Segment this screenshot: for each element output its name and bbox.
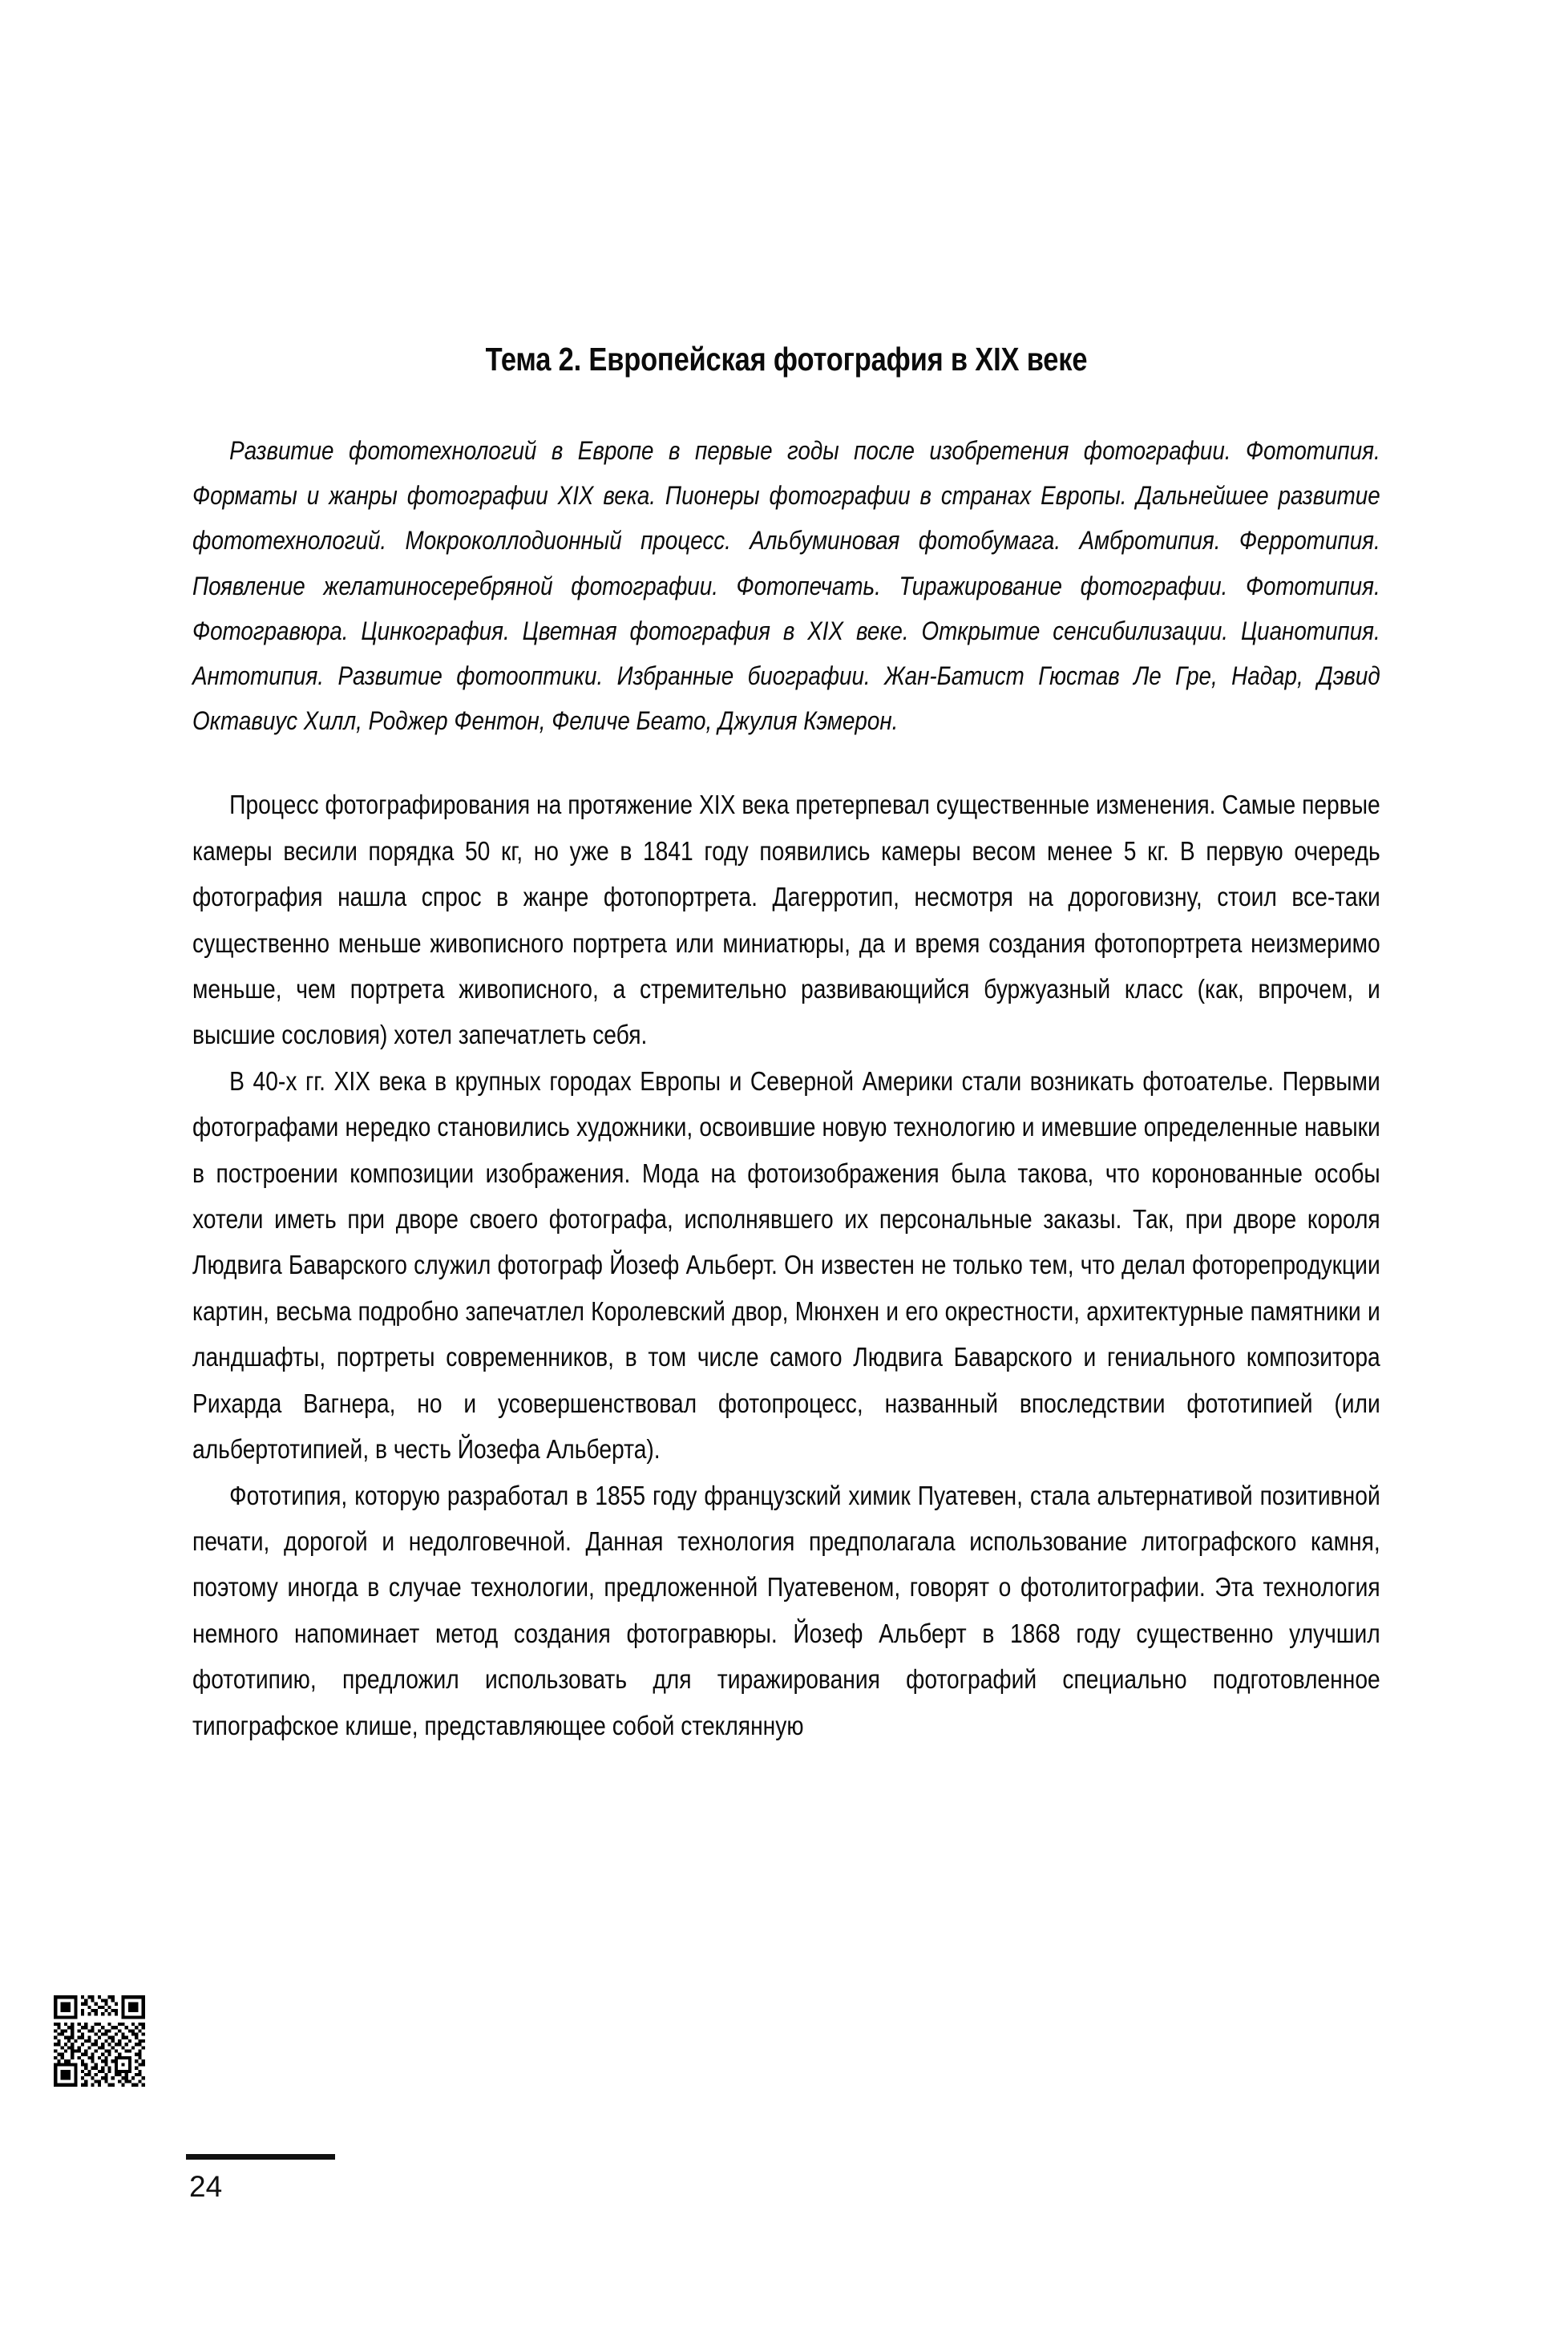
qr-code-icon <box>51 1982 148 2100</box>
abstract-paragraph: Развитие фототехнологий в Европе в первые годы после изобретения фотографии. Фототипия. Форматы и жанры фотографии XIX века. Пионеры фотографии в странах Европы. Дальнейшее развитие фототехнологий. Мокроколлодионный процесс. Альбуминовая фотобумага. Амбротипия. Ферротипия. Появление желатиносеребряной фотографии. Фотопечать. Тиражирование фотографии. Фототипия. Фотогравюра. Цинкография. Цветная фотография в XIX веке. Открытие сенсибилизации. Цианотипия. Антотипия. Развитие фотооптики. Избранные биографии. Жан-Батист Гюстав Ле Гре, Надар, Дэвид Октавиус Хилл, Роджер Фентон, Феличе Беато, Джулия Кэмерон. <box>192 436 1380 736</box>
body-paragraph: В 40-х гг. XIX века в крупных городах Европы и Северной Америки стали возникать фотоателье. Первыми фотографами нередко становились художники, освоившие новую технологию и имевшие определенные навыки в построении композиции изображения. Мода на фотоизображения была такова, что коронованные особы хотели иметь при дворе своего фотографа, исполнявшего их персональные заказы. Так, при дворе короля Людвига Баварского служил фотограф Йозеф Альберт. Он известен не только тем, что делал фоторепродукции картин, весьма подробно запечатлел Королевский двор, Мюнхен и его окрестности, архитектурные памятники и ландшафты, портреты современников, в том числе самого Людвига Баварского и гениального композитора Рихарда Вагнера, но и усовершенствовал фотопроцесс, названный впоследствии фототипией (или альбертотипией, в честь Йозефа Альберта). <box>192 1065 1380 1465</box>
page-number: 24 <box>189 2170 223 2203</box>
body-paragraph: Фототипия, которую разработал в 1855 году французский химик Пуатевен, стала альтернативой позитивной печати, дорогой и недолговечной. Данная технология предполагала использование литографского камня, поэтому иногда в случае технологии, предложенной Пуатевеном, говорят о фотолитографии. Эта технология немного напоминает метод создания фотогравюры. Йозеф Альберт в 1868 году существенно улучшил фототипию, предложил использовать для тиражирования фотографий специально подготовленное типографское клише, представляющее собой стеклянную <box>192 1480 1380 1740</box>
body-paragraph: Процесс фотографирования на протяжение XIX века претерпевал существенные изменения. Самые первые камеры весили порядка 50 кг, но уже в 1841 году появились камеры весом менее 5 кг. В первую очередь фотография нашла спрос в жанре фотопортрета. Дагерротип, несмотря на дороговизну, стоил все-таки существенно меньше живописного портрета или миниатюры, да и время создания фотопортрета неизмеримо меньше, чем портрета живописного, а стремительно развивающийся буржуазный класс (как, впрочем, и высшие сословия) хотел запечатлеть себя. <box>192 790 1380 1050</box>
text-column <box>192 428 1380 1748</box>
page-title: Тема 2. Европейская фотография в XIX веке <box>485 341 1088 378</box>
footer-rule <box>186 2154 335 2160</box>
